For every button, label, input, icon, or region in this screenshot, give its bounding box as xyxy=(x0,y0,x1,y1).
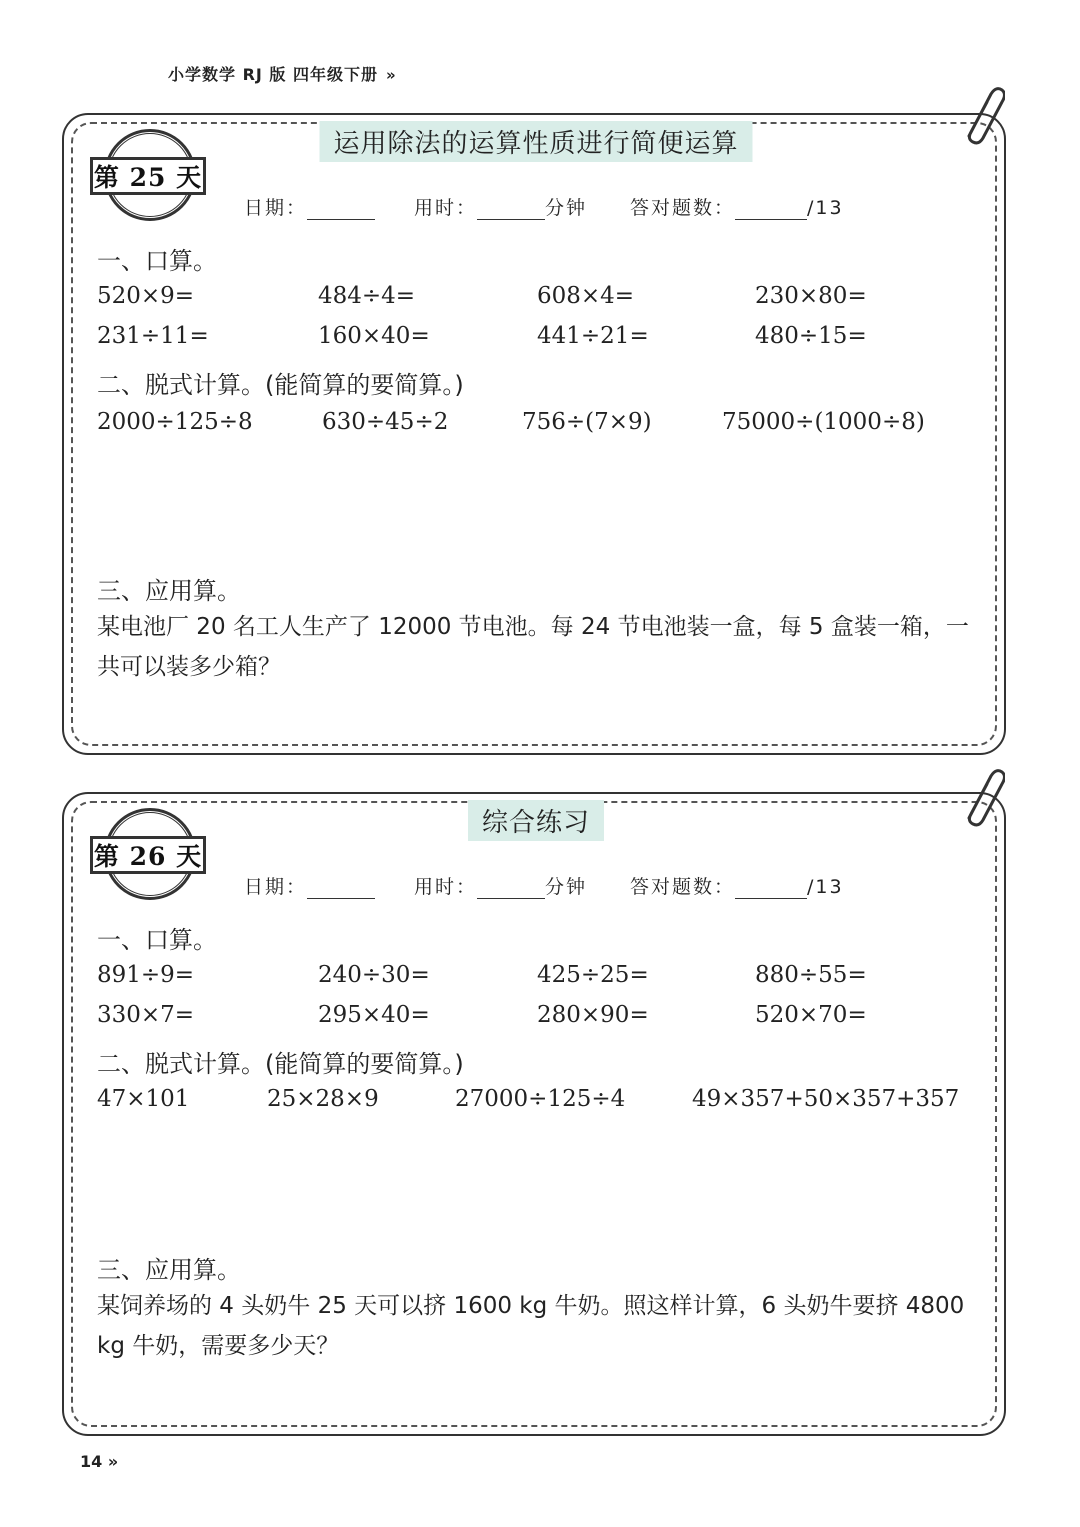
day-badge xyxy=(90,129,210,229)
section-written: 二、脱式计算。(能简算的要简算。) xyxy=(97,1050,464,1078)
time-blank[interactable] xyxy=(477,878,545,899)
mental-item: 520×9= xyxy=(97,283,195,309)
day-26-card xyxy=(62,792,1006,1436)
time-label: 用时： xyxy=(414,876,478,898)
score-label: 答对题数： xyxy=(630,876,736,898)
section-application: 三、应用算。 xyxy=(97,577,241,605)
score-blank[interactable] xyxy=(735,199,807,220)
written-item: 25×28×9 xyxy=(267,1086,379,1112)
time-unit: 分钟 xyxy=(545,197,588,219)
time-blank[interactable] xyxy=(477,199,545,220)
day-25-card xyxy=(62,113,1006,755)
mental-item: 484÷4= xyxy=(318,283,416,309)
book-title: 小学数学 RJ 版 四年级下册 xyxy=(168,65,378,84)
section-mental: 一、口算。 xyxy=(97,247,217,275)
mental-item: 520×70= xyxy=(755,1002,867,1028)
chevron-icon: » xyxy=(386,66,397,84)
time-label: 用时： xyxy=(414,197,478,219)
day-badge xyxy=(90,808,210,908)
mental-item: 425÷25= xyxy=(537,962,649,988)
written-item: 47×101 xyxy=(97,1086,190,1112)
mental-item: 160×40= xyxy=(318,323,430,349)
book-header xyxy=(168,62,397,85)
mental-item: 441÷21= xyxy=(537,323,649,349)
date-blank[interactable] xyxy=(307,199,375,220)
card-title: 综合练习 xyxy=(468,800,604,841)
written-item: 75000÷(1000÷8) xyxy=(722,409,925,435)
card-title: 运用除法的运算性质进行简便运算 xyxy=(319,121,752,162)
day-label: 第 26 天 xyxy=(90,836,206,874)
mental-item: 231÷11= xyxy=(97,323,209,349)
score-blank[interactable] xyxy=(735,878,807,899)
paperclip-icon xyxy=(955,84,1005,148)
date-label: 日期： xyxy=(244,197,308,219)
mental-item: 891÷9= xyxy=(97,962,195,988)
word-problem: 某电池厂 20 名工人生产了 12000 节电池。每 24 节电池装一盒，每 5 盒装一箱，一共可以装多少箱？ xyxy=(97,614,969,680)
section-application: 三、应用算。 xyxy=(97,1256,241,1284)
time-unit: 分钟 xyxy=(545,876,588,898)
mental-item: 480÷15= xyxy=(755,323,867,349)
score-total: /13 xyxy=(807,197,844,219)
page-number: 14 xyxy=(80,1452,103,1471)
mental-item: 230×80= xyxy=(755,283,867,309)
written-item: 630÷45÷2 xyxy=(322,409,449,435)
mental-item: 880÷55= xyxy=(755,962,867,988)
written-item: 27000÷125÷4 xyxy=(455,1086,626,1112)
date-label: 日期： xyxy=(244,876,308,898)
mental-item: 330×7= xyxy=(97,1002,195,1028)
written-item: 2000÷125÷8 xyxy=(97,409,253,435)
date-blank[interactable] xyxy=(307,878,375,899)
score-total: /13 xyxy=(807,876,844,898)
written-item: 49×357+50×357+357 xyxy=(692,1086,960,1112)
mental-item: 240÷30= xyxy=(318,962,430,988)
section-written: 二、脱式计算。(能简算的要简算。) xyxy=(97,371,464,399)
word-problem: 某饲养场的 4 头奶牛 25 天可以挤 1600 kg 牛奶。照这样计算，6 头奶牛要挤 4800 kg 牛奶，需要多少天？ xyxy=(97,1293,965,1359)
paperclip-icon xyxy=(955,766,1005,830)
day-label: 第 25 天 xyxy=(90,157,206,195)
mental-item: 295×40= xyxy=(318,1002,430,1028)
written-item: 756÷(7×9) xyxy=(522,409,652,435)
section-mental: 一、口算。 xyxy=(97,926,217,954)
score-label: 答对题数： xyxy=(630,197,736,219)
mental-item: 608×4= xyxy=(537,283,635,309)
chevron-icon: » xyxy=(107,1452,119,1471)
page-footer xyxy=(80,1452,118,1471)
mental-item: 280×90= xyxy=(537,1002,649,1028)
